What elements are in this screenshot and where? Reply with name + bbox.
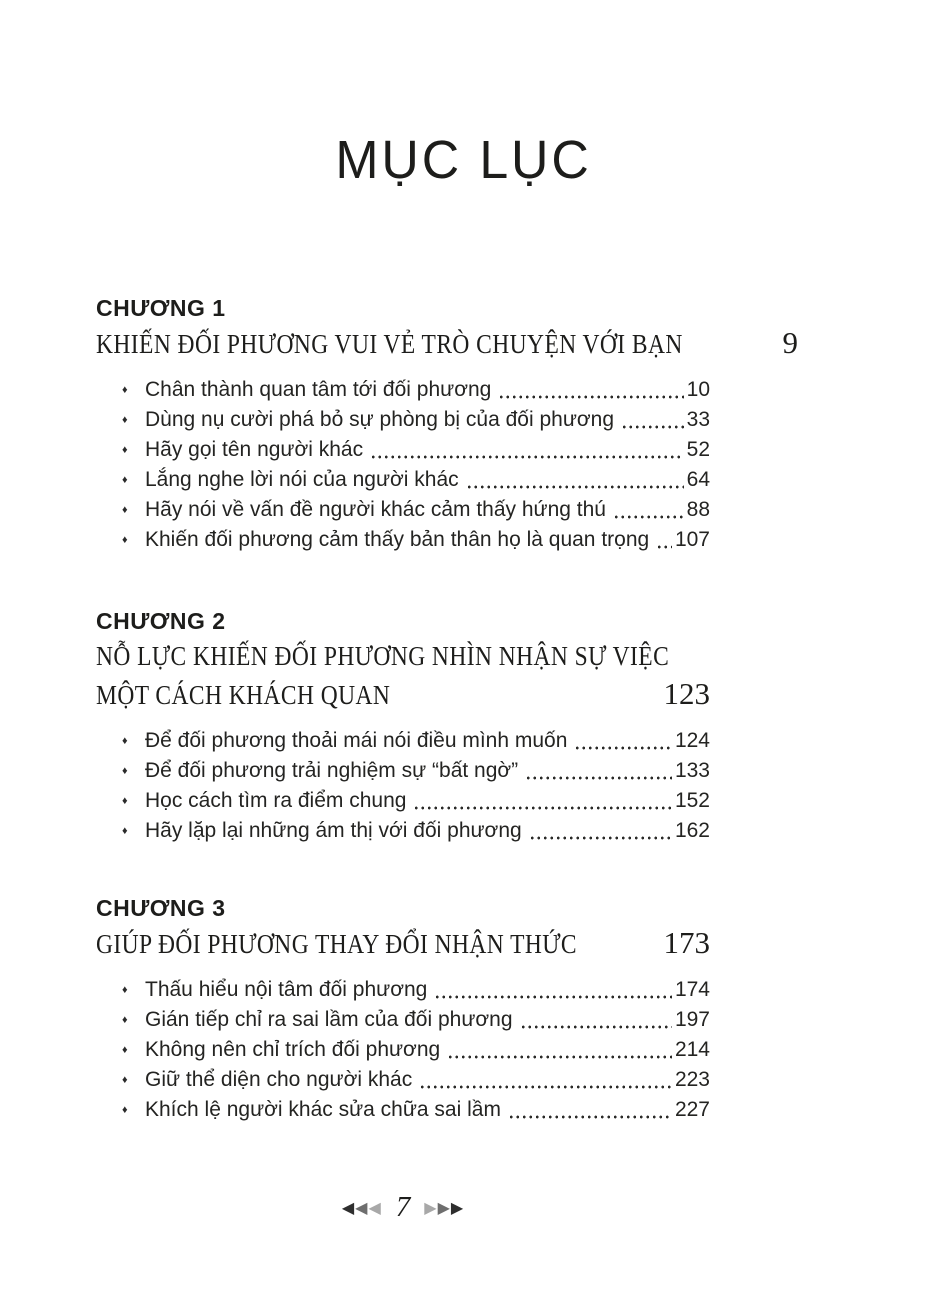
toc-entry [96, 816, 710, 846]
chapter-title-row [96, 324, 798, 363]
dot-leader [447, 1035, 672, 1065]
entry-page-number: 64 [686, 468, 710, 492]
entry-title: Hãy lặp lại những ám thị với đối phương [145, 819, 522, 843]
chapter-title-line2: MỘT CÁCH KHÁCH QUAN [96, 680, 391, 711]
entry-page-number: 223 [674, 1068, 710, 1092]
dot-leader [525, 756, 672, 786]
dot-leader [370, 435, 684, 465]
diamond-bullet-icon: ♦ [122, 534, 128, 547]
entry-title: Để đối phương thoải mái nói điều mình muốn [145, 729, 568, 753]
entry-title: Gián tiếp chỉ ra sai lầm của đối phương [145, 1008, 513, 1032]
toc-entry [96, 726, 710, 756]
chapter-2-section [96, 605, 710, 846]
entry-title: Hãy gọi tên người khác [145, 438, 364, 462]
chapter-title-row [96, 675, 710, 714]
entry-page-number: 162 [674, 819, 710, 843]
diamond-bullet-icon: ♦ [122, 384, 128, 397]
dot-leader [434, 975, 672, 1005]
toc-entry [96, 1095, 710, 1125]
diamond-bullet-icon: ♦ [122, 474, 128, 487]
chapter-label: CHƯƠNG 2 [96, 608, 226, 635]
folio-page-number: 7 [395, 1190, 411, 1223]
dot-leader [613, 495, 684, 525]
entry-title: Giữ thể diện cho người khác [145, 1068, 413, 1092]
entry-title: Chân thành quan tâm tới đối phương [145, 378, 492, 402]
toc-entry [96, 465, 710, 495]
diamond-bullet-icon: ♦ [122, 765, 128, 778]
chapter-2-entries [96, 726, 710, 846]
toc-entry [96, 975, 710, 1005]
toc-entry [96, 495, 710, 525]
toc-entry [96, 1035, 710, 1065]
diamond-bullet-icon: ♦ [122, 795, 128, 808]
entry-title: Thấu hiểu nội tâm đối phương [145, 978, 428, 1002]
entry-page-number: 88 [686, 498, 710, 522]
entry-page-number: 197 [674, 1008, 710, 1032]
chapter-1-section [96, 292, 798, 555]
left-triangle-icon: ◀ [368, 1200, 382, 1218]
toc-entry [96, 405, 710, 435]
diamond-bullet-icon: ♦ [122, 984, 128, 997]
chapter-title-row [96, 924, 710, 963]
toc-entry [96, 525, 710, 555]
diamond-bullet-icon: ♦ [122, 1014, 128, 1027]
chapter-title-row [96, 637, 710, 675]
dot-leader [419, 1065, 672, 1095]
diamond-bullet-icon: ♦ [122, 504, 128, 517]
diamond-bullet-icon: ♦ [122, 1074, 128, 1087]
toc-entry [96, 1005, 710, 1035]
diamond-bullet-icon: ♦ [122, 825, 128, 838]
dot-leader [520, 1005, 672, 1035]
entry-page-number: 33 [686, 408, 710, 432]
toc-entry [96, 1065, 710, 1095]
chapter-page-number: 123 [663, 676, 710, 712]
chapter-1-entries [96, 375, 710, 555]
toc-entry [96, 786, 710, 816]
entry-title: Lắng nghe lời nói của người khác [145, 468, 459, 492]
table-of-contents [96, 292, 798, 1125]
entry-page-number: 10 [686, 378, 710, 402]
entry-title: Khích lệ người khác sửa chữa sai lầm [145, 1098, 501, 1122]
chapter-title-line1: NỖ LỰC KHIẾN ĐỐI PHƯƠNG NHÌN NHẬN SỰ VIỆC [96, 641, 670, 672]
dot-leader [621, 405, 684, 435]
entry-page-number: 227 [674, 1098, 710, 1122]
entry-title: Học cách tìm ra điểm chung [145, 789, 407, 813]
title-area [0, 92, 927, 228]
chapter-page-number: 173 [663, 925, 710, 961]
page-title: MỤC LỤC [335, 130, 592, 191]
left-triangle-icon: ◀ [341, 1200, 356, 1218]
dot-leader [574, 726, 672, 756]
dot-leader [498, 375, 683, 405]
diamond-bullet-icon: ♦ [122, 735, 128, 748]
dot-leader [466, 465, 684, 495]
diamond-bullet-icon: ♦ [122, 444, 128, 457]
chapter-page-number: 9 [782, 325, 798, 361]
entry-title: Không nên chỉ trích đối phương [145, 1038, 441, 1062]
toc-entry [96, 435, 710, 465]
entry-page-number: 107 [674, 528, 710, 552]
toc-entry [96, 756, 710, 786]
entry-title: Hãy nói về vấn đề người khác cảm thấy hứng thú [145, 498, 606, 522]
dot-leader [413, 786, 672, 816]
chapter-title: GIÚP ĐỐI PHƯƠNG THAY ĐỔI NHẬN THỨC [96, 929, 578, 960]
toc-entry [96, 375, 710, 405]
diamond-bullet-icon: ♦ [122, 414, 128, 427]
dot-leader [656, 525, 672, 555]
right-triangle-icon: ▶ [450, 1200, 465, 1218]
chapter-label: CHƯƠNG 3 [96, 895, 226, 922]
entry-page-number: 124 [674, 729, 710, 753]
page-footer [96, 1191, 710, 1227]
diamond-bullet-icon: ♦ [122, 1044, 128, 1057]
entry-title: Để đối phương trải nghiệm sự “bất ngờ” [145, 759, 519, 783]
right-triangle-icon: ▶ [424, 1200, 438, 1218]
chapter-3-section [96, 892, 710, 1125]
entry-page-number: 133 [674, 759, 710, 783]
right-triangle-icon: ▶ [437, 1200, 451, 1218]
entry-title: Khiến đối phương cảm thấy bản thân họ là quan trọng [145, 528, 650, 552]
entry-page-number: 52 [686, 438, 710, 462]
entry-page-number: 214 [674, 1038, 710, 1062]
left-triangle-icon: ◀ [355, 1200, 369, 1218]
diamond-bullet-icon: ♦ [122, 1104, 128, 1117]
entry-title: Dùng nụ cười phá bỏ sự phòng bị của đối phương [145, 408, 615, 432]
chapter-title: KHIẾN ĐỐI PHƯƠNG VUI VẺ TRÒ CHUYỆN VỚI BẠN [96, 329, 683, 360]
chapter-label: CHƯƠNG 1 [96, 295, 226, 322]
dot-leader [529, 816, 672, 846]
dot-leader [508, 1095, 672, 1125]
entry-page-number: 174 [674, 978, 710, 1002]
chapter-3-entries [96, 975, 710, 1125]
entry-page-number: 152 [674, 789, 710, 813]
